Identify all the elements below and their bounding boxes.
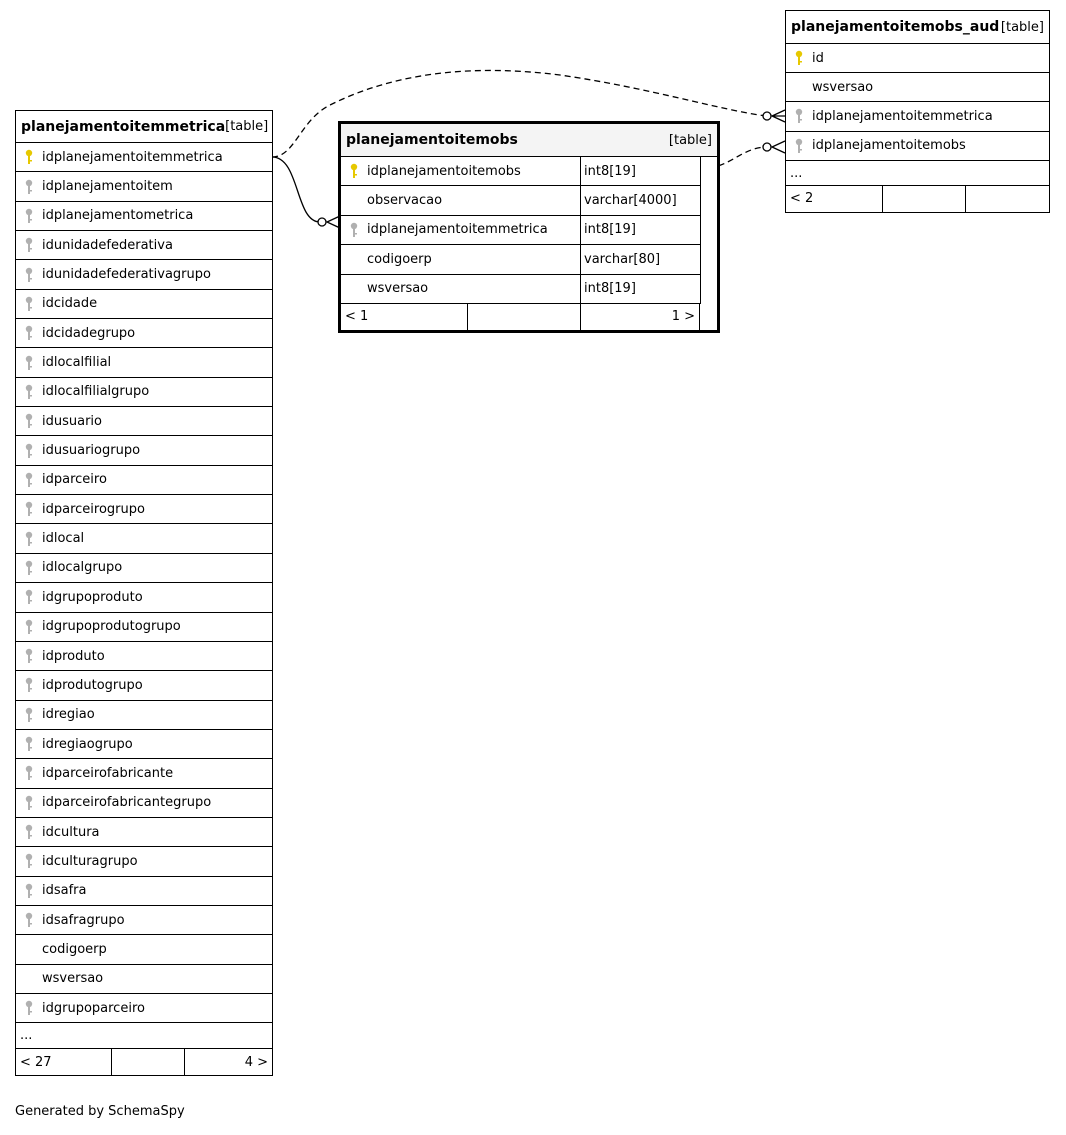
column-row[interactable] <box>16 524 272 553</box>
column-type: varchar[80] <box>584 251 661 267</box>
column-name-cell <box>16 789 272 817</box>
footer-spacer <box>883 186 966 212</box>
table-footer <box>786 186 1049 212</box>
foreign-key-icon <box>341 222 367 238</box>
table-header[interactable] <box>786 11 1049 44</box>
column-name-cell <box>341 275 581 303</box>
column-name: idplanejamentoitemobs <box>812 138 966 154</box>
column-name: idgrupoprodutogrupo <box>42 619 181 635</box>
column-name: wsversao <box>812 79 874 95</box>
column-name-cell <box>341 216 581 244</box>
footer-spacer <box>112 1049 185 1075</box>
column-type: varchar[4000] <box>584 193 677 209</box>
column-name: idlocalgrupo <box>42 560 123 576</box>
column-name-cell <box>16 495 272 523</box>
column-name: idregiaogrupo <box>42 736 133 752</box>
column-name: idlocalfilial <box>42 355 112 371</box>
column-name: idcultura <box>42 824 100 840</box>
table-type: [table] <box>1000 19 1044 35</box>
column-name-cell <box>16 172 272 200</box>
column-name-cell <box>16 554 272 582</box>
column-name-cell <box>16 583 272 611</box>
foreign-key-icon <box>16 501 42 517</box>
foreign-key-icon <box>786 108 812 124</box>
footer-spacer <box>468 304 581 330</box>
column-name-cell <box>16 965 272 993</box>
column-list <box>786 44 1049 161</box>
column-name-cell <box>16 348 272 376</box>
column-name-cell <box>786 132 1049 160</box>
column-name: idplanejamentoitemmetrica <box>42 149 223 165</box>
column-name-cell <box>341 157 581 185</box>
column-name-cell <box>16 818 272 846</box>
column-name-cell <box>16 613 272 641</box>
column-row[interactable] <box>16 965 272 994</box>
column-name: idgrupoproduto <box>42 589 143 605</box>
table-name: planejamentoitemobs_aud <box>791 19 1000 35</box>
column-row[interactable] <box>16 847 272 876</box>
foreign-key-icon <box>16 531 42 547</box>
column-name-cell <box>16 847 272 875</box>
column-row[interactable] <box>16 730 272 759</box>
table-footer <box>16 1049 272 1075</box>
foreign-key-icon <box>16 736 42 752</box>
foreign-key-icon <box>16 325 42 341</box>
table-type: [table] <box>225 119 269 134</box>
column-name-cell <box>16 759 272 787</box>
column-name-cell <box>786 73 1049 101</box>
column-name: idparceirogrupo <box>42 501 145 517</box>
column-row[interactable] <box>786 44 1049 73</box>
column-name: idunidadefederativa <box>42 237 173 253</box>
foreign-key-icon <box>16 384 42 400</box>
column-row[interactable] <box>16 436 272 465</box>
column-row[interactable] <box>16 642 272 671</box>
foreign-key-icon <box>16 589 42 605</box>
foreign-key-icon <box>16 912 42 928</box>
column-name: idplanejamentoitem <box>42 179 173 195</box>
column-name-cell <box>341 245 581 273</box>
foreign-key-icon <box>16 237 42 253</box>
table-header[interactable] <box>16 111 272 143</box>
column-type: int8[19] <box>584 281 636 297</box>
foreign-key-icon <box>16 677 42 693</box>
table-planejamentoitemobs[interactable] <box>338 121 720 333</box>
foreign-key-icon <box>16 795 42 811</box>
column-name-cell <box>16 319 272 347</box>
footer-spacer-right <box>966 186 1049 212</box>
primary-key-icon <box>16 149 42 165</box>
column-row[interactable] <box>16 466 272 495</box>
column-name-cell <box>16 202 272 230</box>
column-name-cell <box>16 906 272 934</box>
column-name-cell <box>16 466 272 494</box>
foreign-key-icon <box>16 765 42 781</box>
foreign-key-icon <box>16 1000 42 1016</box>
column-name: idusuariogrupo <box>42 443 141 459</box>
column-name: idproduto <box>42 648 105 664</box>
table-header[interactable] <box>341 124 717 157</box>
column-name: wsversao <box>42 971 104 987</box>
column-row[interactable] <box>16 906 272 935</box>
children-count[interactable]: < 1 <box>341 304 468 330</box>
column-name-cell <box>16 935 272 963</box>
foreign-key-icon <box>16 883 42 899</box>
column-name: idlocal <box>42 531 85 547</box>
children-count[interactable]: < 27 <box>16 1049 112 1075</box>
column-name: idparceiro <box>42 472 107 488</box>
children-count[interactable]: < 2 <box>786 186 883 212</box>
column-row[interactable] <box>16 701 272 730</box>
foreign-key-icon <box>786 138 812 154</box>
column-name: idparceirofabricante <box>42 765 174 781</box>
column-row[interactable] <box>341 157 700 186</box>
column-name: idplanejamentoitemmetrica <box>367 222 548 238</box>
column-name: idcidadegrupo <box>42 325 136 341</box>
column-row[interactable] <box>16 789 272 818</box>
foreign-key-icon <box>16 179 42 195</box>
column-row[interactable] <box>16 818 272 847</box>
table-type: [table] <box>668 132 712 148</box>
edge-obs-to-aud-circle <box>763 143 771 151</box>
column-row[interactable] <box>16 143 272 172</box>
column-name: idcidade <box>42 296 98 312</box>
table-name: planejamentoitemobs <box>346 132 518 148</box>
column-name-cell <box>16 877 272 905</box>
column-name: idsafragrupo <box>42 912 125 928</box>
column-name-cell <box>16 231 272 259</box>
column-name: idgrupoparceiro <box>42 1000 145 1016</box>
column-row[interactable] <box>341 245 700 274</box>
foreign-key-icon <box>16 413 42 429</box>
column-name: idplanejamentoitemobs <box>367 163 521 179</box>
foreign-key-icon <box>16 648 42 664</box>
column-name-cell <box>16 524 272 552</box>
table-name: planejamentoitemmetrica <box>21 118 226 135</box>
foreign-key-icon <box>16 208 42 224</box>
primary-key-icon <box>786 50 812 66</box>
column-name: idprodutogrupo <box>42 677 143 693</box>
column-name: idunidadefederativagrupo <box>42 267 211 283</box>
column-name-cell <box>16 436 272 464</box>
column-name: idregiao <box>42 707 95 723</box>
column-name-cell <box>341 186 581 214</box>
edge-metrica-to-obs-circle <box>318 218 326 226</box>
table-planejamentoitemmetrica[interactable] <box>15 110 273 1076</box>
table-planejamentoitemobs-aud[interactable] <box>785 10 1050 213</box>
column-row[interactable] <box>16 495 272 524</box>
foreign-key-icon <box>16 560 42 576</box>
column-name: codigoerp <box>42 941 107 957</box>
column-name: idsafra <box>42 883 87 899</box>
column-list <box>16 143 272 1023</box>
foreign-key-icon <box>16 472 42 488</box>
generated-by-label: Generated by SchemaSpy <box>15 1104 185 1119</box>
column-row[interactable] <box>16 172 272 201</box>
column-row[interactable] <box>16 671 272 700</box>
column-row[interactable] <box>16 935 272 964</box>
column-name: idusuario <box>42 413 102 429</box>
column-row[interactable] <box>16 231 272 260</box>
foreign-key-icon <box>16 853 42 869</box>
column-name-cell <box>16 290 272 318</box>
foreign-key-icon <box>16 355 42 371</box>
column-name: idplanejamentometrica <box>42 208 194 224</box>
column-name-cell <box>16 260 272 288</box>
column-name-cell <box>16 143 272 171</box>
column-name-cell <box>16 642 272 670</box>
foreign-key-icon <box>16 619 42 635</box>
column-row[interactable] <box>16 877 272 906</box>
column-name: idparceirofabricantegrupo <box>42 795 212 811</box>
column-name-cell <box>786 44 1049 72</box>
column-name-cell <box>16 730 272 758</box>
foreign-key-icon <box>16 707 42 723</box>
column-row[interactable] <box>16 583 272 612</box>
column-row[interactable] <box>16 260 272 289</box>
column-row[interactable] <box>341 186 700 215</box>
parents-count[interactable]: 4 > <box>244 1054 268 1070</box>
column-name: wsversao <box>367 281 429 297</box>
column-type: int8[19] <box>584 163 636 179</box>
column-row[interactable] <box>16 613 272 642</box>
column-type: int8[19] <box>584 222 636 238</box>
column-name: idculturagrupo <box>42 853 138 869</box>
table-side-gutter <box>700 157 717 304</box>
column-name: id <box>812 50 824 66</box>
column-name-cell <box>16 671 272 699</box>
column-row[interactable] <box>786 132 1049 161</box>
column-name: idplanejamentoitemmetrica <box>812 108 993 124</box>
parents-count[interactable]: 1 > <box>581 304 700 330</box>
primary-key-icon <box>341 163 367 179</box>
column-row[interactable] <box>16 554 272 583</box>
column-row[interactable] <box>16 407 272 436</box>
column-name-cell <box>16 407 272 435</box>
column-row[interactable] <box>16 202 272 231</box>
column-row[interactable] <box>341 216 700 245</box>
edge-metrica-to-aud-crow <box>772 110 785 122</box>
edge-obs-to-aud-crow <box>772 141 785 153</box>
column-row[interactable] <box>786 73 1049 102</box>
column-name-cell <box>16 378 272 406</box>
more-columns[interactable]: ... <box>16 1023 272 1049</box>
foreign-key-icon <box>16 443 42 459</box>
column-row[interactable] <box>16 348 272 377</box>
column-name: codigoerp <box>367 251 432 267</box>
column-name: observacao <box>367 193 443 209</box>
foreign-key-icon <box>16 296 42 312</box>
column-list <box>341 157 700 304</box>
column-row[interactable] <box>16 319 272 348</box>
more-columns[interactable]: ... <box>786 161 1049 186</box>
table-footer <box>341 304 717 330</box>
foreign-key-icon <box>16 824 42 840</box>
column-name-cell <box>16 701 272 729</box>
edge-metrica-to-aud-circle <box>763 112 771 120</box>
foreign-key-icon <box>16 267 42 283</box>
edge-metrica-to-obs <box>272 157 320 222</box>
column-row[interactable] <box>16 378 272 407</box>
column-row[interactable] <box>786 102 1049 131</box>
column-row[interactable] <box>341 275 700 304</box>
column-name: idlocalfilialgrupo <box>42 384 150 400</box>
column-name-cell <box>786 102 1049 130</box>
column-row[interactable] <box>16 290 272 319</box>
column-name-cell <box>16 994 272 1022</box>
column-row[interactable] <box>16 994 272 1023</box>
column-row[interactable] <box>16 759 272 788</box>
